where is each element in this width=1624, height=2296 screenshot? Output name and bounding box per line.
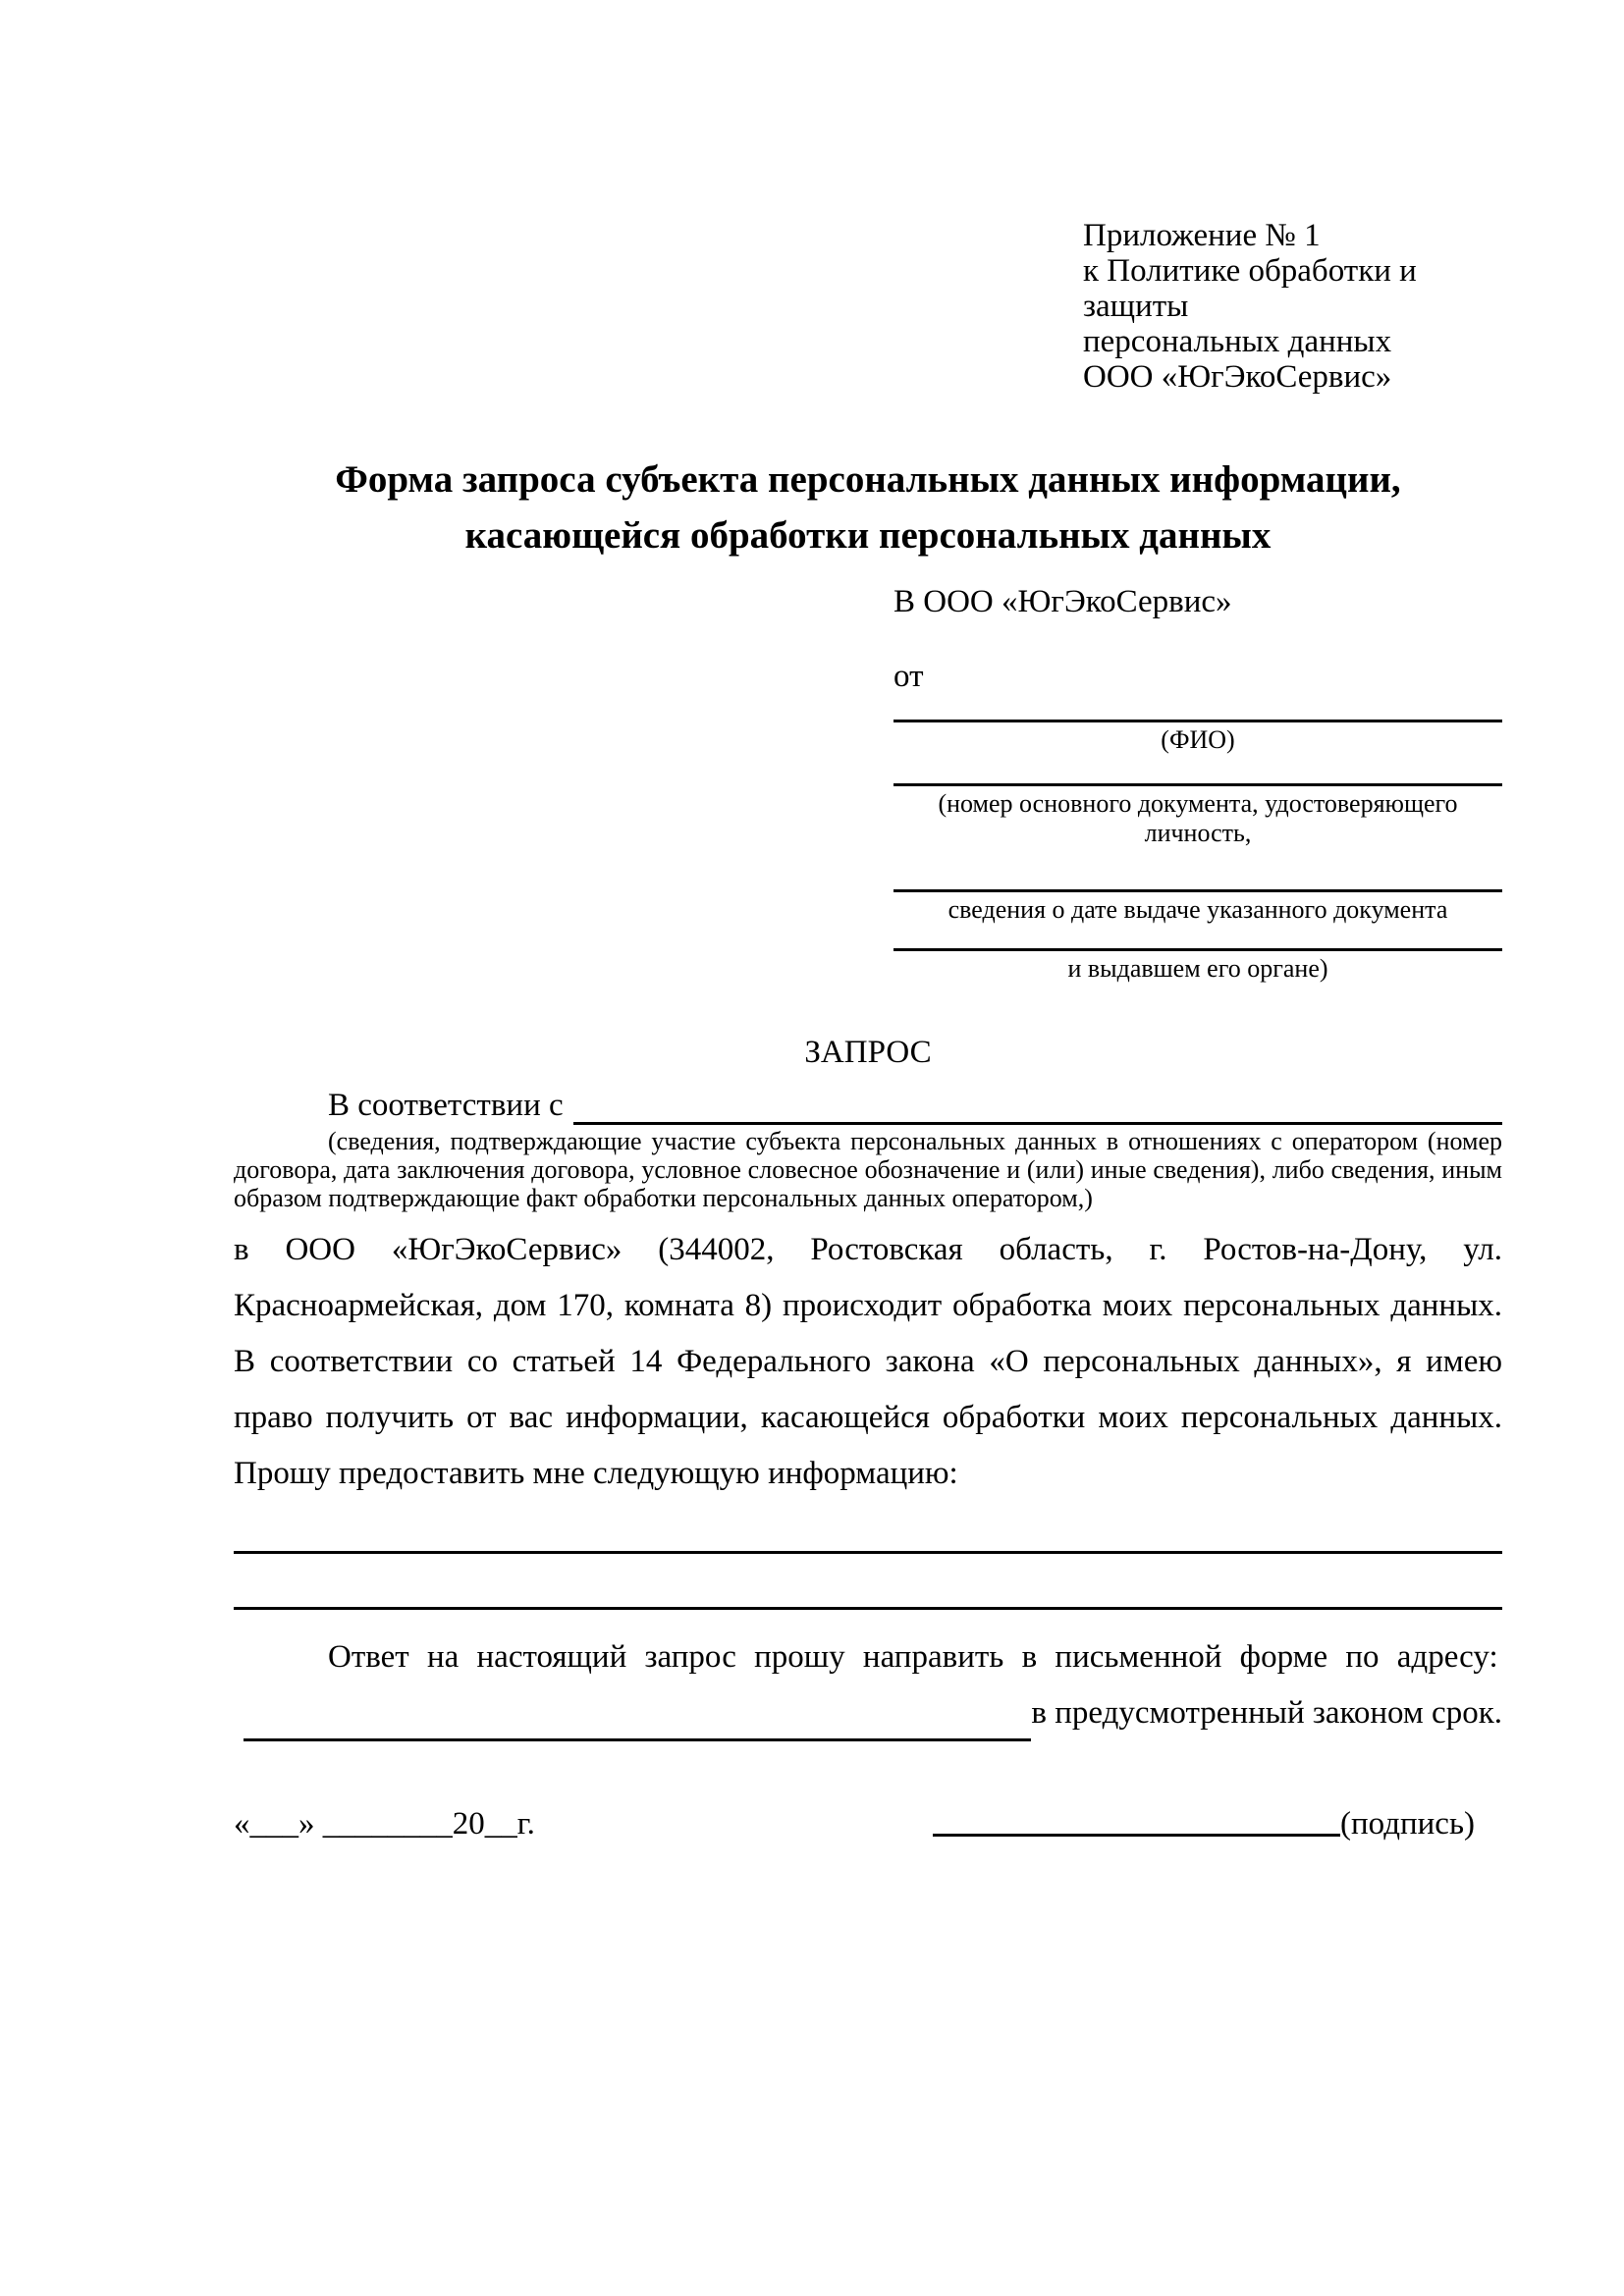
issue-date-caption: сведения о дате выдаче указанного документа xyxy=(947,895,1448,924)
signature-group xyxy=(933,1802,1475,1845)
addressee-from-label: от xyxy=(893,659,924,694)
reply-term-text: в предусмотренный законом срок. xyxy=(1031,1695,1502,1731)
issuing-authority-input-line[interactable] xyxy=(893,925,1502,951)
footnote-text: (сведения, подтверждающие участие субъекта персональных данных в отношениях с оператором (номер договора, дата заключения договора, условное словесное обозначение и (или) иные сведения), либо сведения, иным образом подтверждающие факт обработки персональных данных оператором,) xyxy=(234,1127,1502,1212)
document-number-caption: (номер основного документа, удостоверяющего личность, xyxy=(938,789,1458,847)
reply-request-paragraph: Ответ на настоящий запрос прошу направить в письменной форме по адресу: xyxy=(328,1639,1498,1675)
document-title-line-1: Форма запроса субъекта персональных данных информации, xyxy=(335,458,1401,501)
issue-date-input-line[interactable] xyxy=(893,848,1502,892)
document-title-line-2: касающейся обработки персональных данных xyxy=(464,514,1272,557)
information-input-line-1[interactable] xyxy=(234,1551,1502,1554)
fio-input-line[interactable] xyxy=(893,695,1502,722)
issue-date-field xyxy=(893,848,1502,925)
addressee-to: В ООО «ЮгЭкоСервис» xyxy=(893,584,1232,619)
date-fill-in[interactable]: «___» ________20__г. xyxy=(234,1806,535,1842)
date-signature-row xyxy=(234,1802,1502,1845)
accordance-input-line[interactable] xyxy=(573,1086,1502,1125)
information-input-line-2[interactable] xyxy=(234,1607,1502,1610)
body-paragraph: в ООО «ЮгЭкоСервис» (344002, Ростовская область, г. Ростов-на-Дону, ул. Красноармейская, дом 170, комната 8) происходит обработка моих персональных данных. В соответствии со статьей 14 Федерального закона «О персональных данных», я имею право получить от вас информации, касающейся обработки моих персональных данных. Прошу предоставить мне следующую информацию: xyxy=(234,1232,1502,1491)
appendix-line-3: персональных данных xyxy=(1083,324,1392,359)
document-number-input-line[interactable] xyxy=(893,755,1502,786)
fio-field-caption: (ФИО) xyxy=(1161,725,1235,754)
document-number-field xyxy=(893,755,1502,848)
appendix-line-4: ООО «ЮгЭкоСервис» xyxy=(1083,359,1392,395)
appendix-header xyxy=(1083,218,1502,395)
issuing-authority-field xyxy=(893,925,1502,984)
fio-field xyxy=(893,695,1502,755)
signature-input-line[interactable] xyxy=(933,1803,1340,1837)
reply-address-row xyxy=(234,1685,1502,1741)
addressee-block xyxy=(893,583,1502,984)
request-heading: ЗАПРОС xyxy=(804,1035,932,1070)
reply-address-input-line[interactable] xyxy=(244,1685,1031,1741)
issuing-authority-caption: и выдавшем его органе) xyxy=(1067,954,1328,983)
document-title xyxy=(234,452,1502,563)
accordance-row xyxy=(234,1086,1502,1125)
accordance-lead-text: В соответствии с xyxy=(328,1088,564,1123)
appendix-line-1: Приложение № 1 xyxy=(1083,218,1321,253)
first-line-indent xyxy=(234,1086,328,1125)
appendix-line-2: к Политике обработки и защиты xyxy=(1083,253,1417,324)
signature-caption: (подпись) xyxy=(1340,1806,1475,1842)
